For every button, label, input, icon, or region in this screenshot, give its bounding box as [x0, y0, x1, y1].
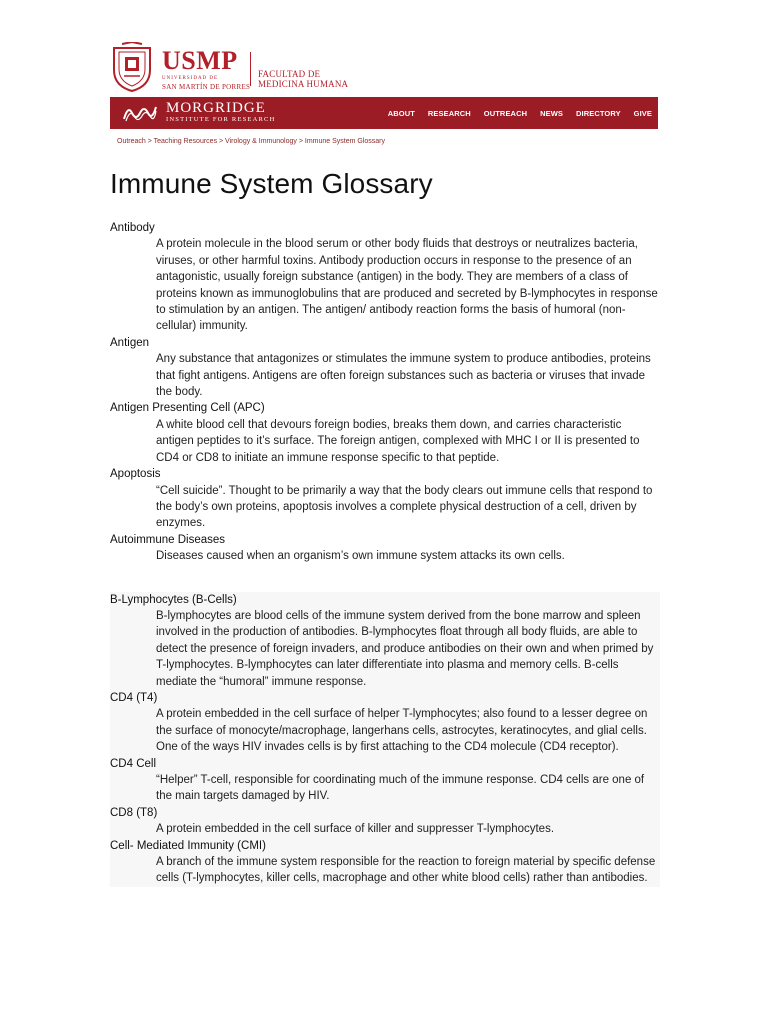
glossary-definition: “Cell suicide”. Thought to be primarily a way that the body clears out immune cells that respond to the body’s own proteins, apoptosis involves a complete physical destruction of a cell, driven by enzymes.: [156, 484, 653, 530]
glossary-term: Cell- Mediated Immunity (CMI): [110, 839, 266, 852]
glossary-term: Antigen Presenting Cell (APC): [110, 402, 265, 415]
glossary-term: B-Lymphocytes (B-Cells): [110, 593, 237, 606]
usmp-logo-text: USMP: [162, 46, 238, 75]
glossary-term: Apoptosis: [110, 468, 161, 481]
glossary-entry: [110, 690, 660, 756]
nav-directory[interactable]: DIRECTORY: [576, 108, 621, 118]
nav-give[interactable]: GIVE: [633, 108, 652, 118]
glossary-definition: A protein embedded in the cell surface of helper T-lymphocytes; also found to a lesser degree on the surface of monocyte/macrophage, langerhans cells, astrocytes, keratinocytes, and glial cells. One of the ways HIV invades cells is by first attaching to the CD4 molecule (CD4 receptor).: [156, 708, 648, 754]
nav-news[interactable]: NEWS: [540, 108, 564, 118]
morgridge-subtitle: INSTITUTE FOR RESEARCH: [166, 116, 276, 123]
glossary-definition: A white blood cell that devours foreign bodies, breaks them down, and carries characteristic antigen peptides to it’s surface. The foreign antigen, complexed with MHC I or II is presented to CD4 or CD8 to initiate an immune response specific to that peptide.: [156, 418, 640, 464]
glossary-entry: [110, 592, 660, 690]
glossary-definition: “Helper” T-cell, responsible for coordinating much of the immune response. CD4 cells are one of the main targets damaged by HIV.: [156, 774, 645, 803]
usmp-divider: [250, 52, 251, 86]
morgridge-logo-icon[interactable]: [122, 103, 158, 123]
nav-about[interactable]: ABOUT: [387, 108, 415, 118]
morgridge-navbar: [110, 97, 658, 129]
glossary-entry: [110, 400, 660, 466]
usmp-header: [110, 42, 670, 92]
glossary-list: [110, 220, 660, 887]
nav-research[interactable]: RESEARCH: [427, 108, 471, 118]
glossary-definition: A branch of the immune system responsible for the reaction to foreign material by specific defense cells (T-lymphocytes, killer cells, macrophage and other white blood cells) rather than antibodies.: [156, 856, 656, 885]
glossary-term: CD4 (T4): [110, 691, 158, 704]
section-gap: [110, 565, 660, 592]
glossary-entry: [110, 838, 660, 887]
glossary-definition: B-lymphocytes are blood cells of the immune system derived from the bone marrow and spleen involved in the production of antibodies. B-lymphocytes float through all body fluids, are able to detect the presence of foreign invaders, and produce antibodies on their own and when primed by T-lymphocytes. B-lymphocytes can later differentiate into plasma and memory cells. B-cells mediate the “humoral” immune response.: [156, 609, 654, 688]
morgridge-name[interactable]: MORGRIDGE: [166, 100, 266, 116]
glossary-definition: A protein molecule in the blood serum or other body fluids that destroys or neutralizes bacteria, viruses, or other harmful toxins. Antibody production occurs in response to the presence of an antagonistic, usually foreign substance (antigen) in the body. They are members of a class of proteins known as immunoglobulins that are produced and secreted by B-lymphocytes in response to stimulation by an antigen. The antigen/ antibody reaction forms the basis of humoral (non-cellular) immunity.: [156, 238, 658, 333]
glossary-entry: [110, 756, 660, 805]
usmp-faculty: FACULTAD DE MEDICINA HUMANA: [258, 69, 349, 89]
breadcrumb[interactable]: Outreach > Teaching Resources > Virology & Immunology > Immune System Glossary: [117, 138, 386, 145]
page-title: Immune System Glossary: [110, 168, 433, 199]
glossary-term: Antigen: [110, 336, 150, 349]
glossary-definition: A protein embedded in the cell surface of killer and suppresser T-lymphocytes.: [156, 823, 555, 836]
glossary-definition: Diseases caused when an organism’s own immune system attacks its own cells.: [156, 550, 565, 563]
glossary-term: CD8 (T8): [110, 806, 158, 819]
glossary-entry: [110, 466, 660, 532]
glossary-entry: [110, 532, 660, 565]
glossary-definition: Any substance that antagonizes or stimulates the immune system to produce antibodies, proteins that fight antigens. Antigens are often foreign substances such as bacteria or viruses that invade the body.: [156, 353, 651, 399]
usmp-crest-icon: [110, 42, 154, 92]
glossary-term: CD4 Cell: [110, 757, 157, 770]
usmp-university-name: UNIVERSIDAD DE SAN MARTÍN DE PORRES: [162, 76, 251, 91]
glossary-entry: [110, 220, 660, 335]
glossary-term: Antibody: [110, 222, 155, 234]
main-nav: [375, 97, 652, 129]
nav-outreach[interactable]: OUTREACH: [483, 108, 528, 118]
glossary-entry: [110, 805, 660, 838]
glossary-entry: [110, 335, 660, 401]
glossary-term: Autoimmune Diseases: [110, 533, 226, 546]
